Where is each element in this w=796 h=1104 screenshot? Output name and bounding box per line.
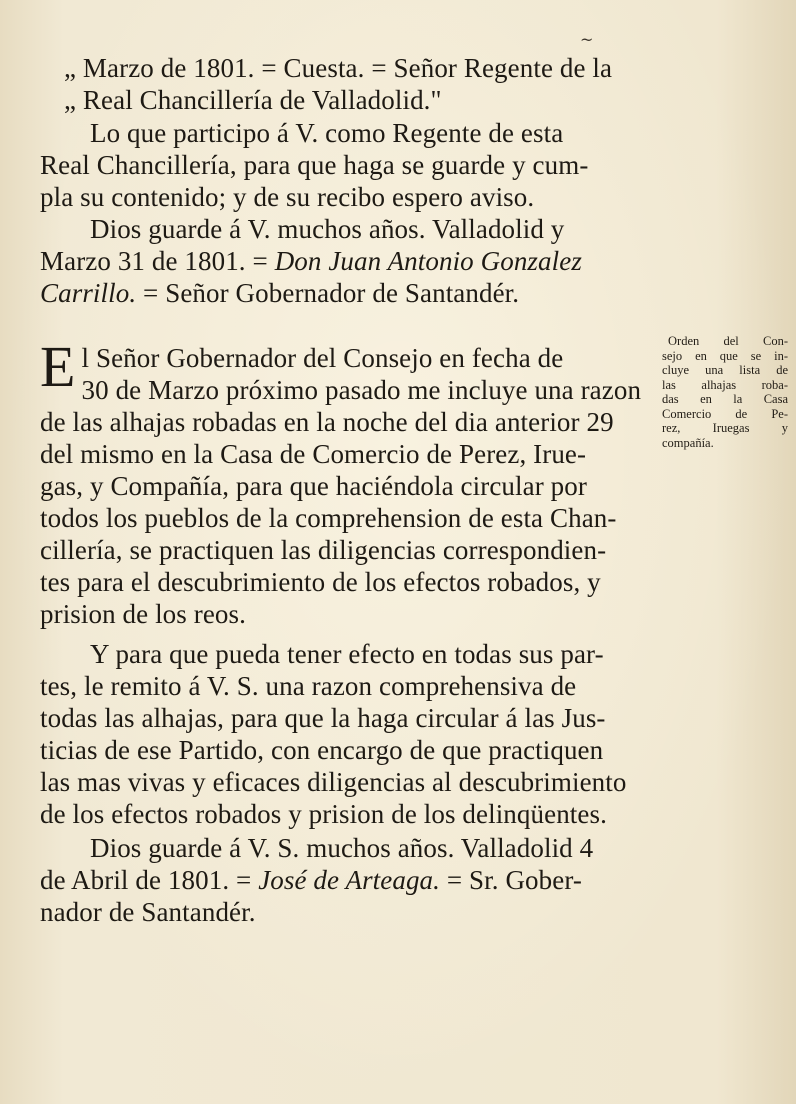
text-line: Real Chancillería, para que haga se guarde y cum- [40,150,589,180]
text-line: de las alhajas robadas en la noche del dia anterior 29 [40,407,614,437]
text-line: gas, y Compañía, para que haciéndola circular por [40,471,587,501]
signer-name: Carrillo. [40,278,137,308]
text-line: las mas vivas y eficaces diligencias al descubrimiento [40,767,627,797]
text-line: l Señor Gobernador del Consejo en fecha de [81,343,564,373]
margin-note-line: sejo en que se in- [662,348,788,363]
text-line: Lo que participo á V. como Regente de esta [90,118,564,148]
printer-mark: ~ [580,30,594,49]
signer-name: José de Arteaga. [258,865,441,895]
margin-note-line: las alhajas roba- [662,377,788,392]
paragraph-signature-arteaga [40,832,656,928]
paragraph-quote-end [40,52,656,116]
margin-note-line: das en la Casa [662,392,788,406]
margin-note-line: rez, Iruegas y [662,421,788,435]
text-line: del mismo en la Casa de Comercio de Perez, Irue- [40,439,587,469]
text-line: tes, le remito á V. S. una razon comprehensiva de [40,671,577,701]
date-text: Marzo 31 de 1801. = [40,246,275,276]
margin-note-line: Comercio de Pe- [662,406,788,421]
text-line: prision de los reos. [40,599,246,629]
paragraph-gobernador-order [40,334,656,630]
addressee-text: = Sr. Gober- [440,865,582,895]
text-line: tes para el descubrimiento de los efectos robados, y [40,567,601,597]
signer-name: Don Juan Antonio Gonzalez [274,246,582,276]
text-line [40,864,656,896]
text-line: „ Marzo de 1801. = Cuesta. = Señor Regente de la [64,53,613,83]
text-line [40,277,656,309]
addressee-text: = Señor Gobernador de Santandér. [136,278,520,308]
text-line: 30 de Marzo próximo pasado me incluye una razon [81,375,642,405]
paragraph-regente-notice [40,117,656,213]
margin-note [662,334,788,450]
paragraph-signature-carrillo [40,213,656,309]
text-line: pla su contenido; y de su recibo espero aviso. [40,182,535,212]
text-line: Dios guarde á V. muchos años. Valladolid y [90,214,565,244]
text-line: nador de Santandér. [40,897,256,927]
text-line: cillería, se practiquen las diligencias correspondien- [40,535,607,565]
paragraph-remittance [40,638,656,830]
drop-cap: E [40,334,76,399]
margin-note-line: cluye una lista de [662,363,788,377]
text-line: Dios guarde á V. S. muchos años. Valladolid 4 [90,833,594,863]
text-line: ticias de ese Partido, con encargo de que practiquen [40,735,604,765]
text-line: Y para que pueda tener efecto en todas sus par- [90,639,604,669]
text-line: de los efectos robados y prision de los delinqüentes. [40,799,607,829]
text-line: todas las alhajas, para que la haga circular á las Jus- [40,703,606,733]
margin-note-line: compañía. [662,435,714,450]
date-text: de Abril de 1801. = [40,865,259,895]
text-line: todos los pueblos de la comprehension de esta Chan- [40,503,617,533]
margin-note-line: Orden del Con- [668,334,788,348]
text-line [40,245,656,277]
text-line: „ Real Chancillería de Valladolid." [64,85,442,115]
